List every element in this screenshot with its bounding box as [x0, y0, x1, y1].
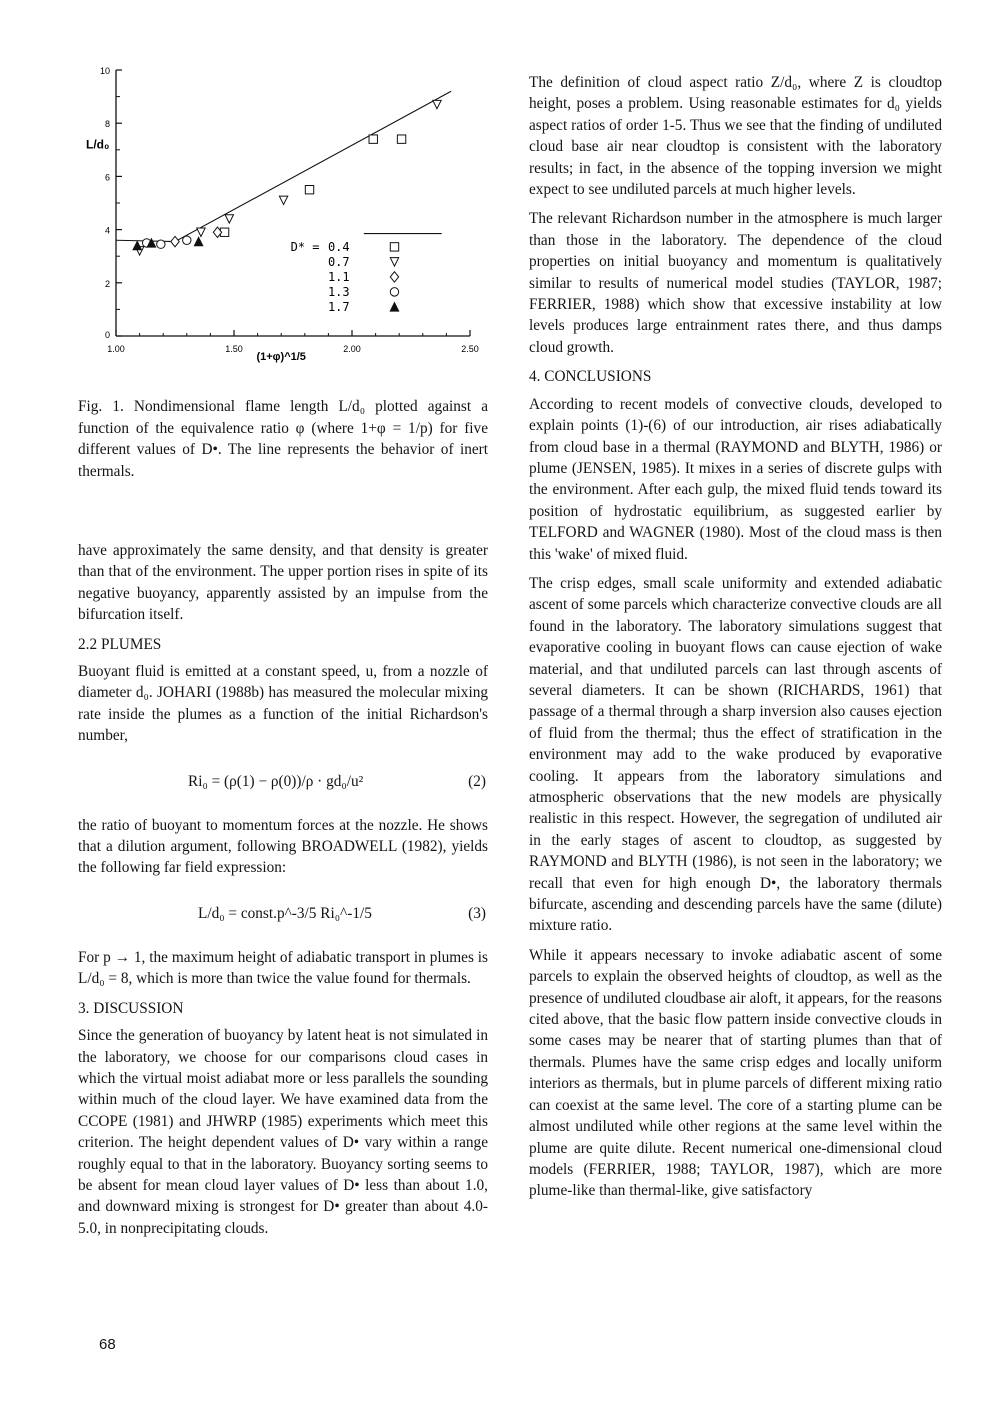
page-number: 68 — [99, 1336, 116, 1353]
flame-length-chart — [78, 62, 498, 382]
legend-marker — [390, 258, 398, 266]
data-point — [157, 240, 165, 248]
left-paragraph-3: the ratio of buoyant to momentum forces at the nozzle. He shows that a dilution argument, following BROADWELL (1982), yields the following far field expression: — [78, 816, 488, 877]
y-axis-label: L/d₀ — [86, 137, 110, 152]
data-point — [194, 237, 202, 245]
left-column — [78, 540, 488, 1247]
equation-2 — [78, 757, 488, 809]
x-tick-label: 2.50 — [461, 344, 479, 354]
data-point — [433, 100, 441, 108]
data-point — [197, 228, 205, 236]
equation-2-text: Ri₀ = (ρ(1) − ρ(0))/ρ · gd₀/u² — [188, 772, 364, 790]
data-point — [183, 236, 191, 244]
data-point — [279, 196, 287, 204]
legend-marker — [390, 243, 398, 251]
heading-discussion: 3. DISCUSSION — [78, 999, 184, 1017]
figure-caption: Fig. 1. Nondimensional flame length L/d₀ plotted against a function of the equivalence ratio φ (where 1+φ = 1/p) for five different values of D•. The line represents the behavior of inert thermals. — [78, 398, 488, 480]
legend-value: 1.7 — [327, 299, 350, 314]
data-point — [133, 241, 141, 249]
data-point — [369, 135, 377, 143]
y-tick-label: 0 — [104, 330, 110, 340]
equation-3-number: (3) — [468, 904, 486, 922]
legend-value: 0.4 — [327, 239, 350, 254]
x-axis-label: (1+φ)^1/5 — [256, 351, 306, 363]
right-paragraph-3: According to recent models of convective clouds, developed to explain points (1)-(6) of our introduction, air rises adiabatically from cloud base in a thermal (RAYMOND and BLYTH, 1986) or plume (JENSEN, 1985). It mixes in a series of discrete gulps with the environment. After each gulp, the mixed fluid tends toward its position of hydrostatic equilibrium, as suggested earlier by TELFORD and WAGNER (1980). Most of the cloud mass is then this 'wake' of mixed fluid. — [529, 395, 942, 563]
heading-conclusions: 4. CONCLUSIONS — [529, 368, 652, 386]
figure-1 — [78, 62, 498, 382]
right-paragraph-4: The crisp edges, small scale uniformity and extended adiabatic ascent of some parcels which characterize convective clouds are all found in the laboratory. The laboratory simulations suggest that evaporative cooling in buoyant flows can cause ejection of wake material, and that undiluted parcels can last through ascents of several diameters. It can be shown (RICHARDS, 1961) that passage of a thermal through a sharp inversion also causes ejection of fluid from the thermal; thus the effect of stratification in the environment may add to the wake produced by evaporative cooling. It appears from the laboratory simulations and atmospheric observations that the new models are physically realistic in this respect. However, the segregation of undiluted air in the early stages of ascent to cloudtop, as suggested by RAYMOND and BLYTH (1986), is not seen in the laboratory; we recall that even for high enough D•, the laboratory thermals bifurcate, ascending and descending parcels have the same (dilute) mixture ratio. — [529, 574, 942, 935]
x-tick-label: 1.00 — [107, 344, 125, 354]
legend-value: 1.1 — [327, 269, 350, 284]
data-point — [225, 215, 233, 223]
y-tick-label: 6 — [104, 172, 110, 183]
y-tick-label: 10 — [99, 66, 110, 76]
equation-3 — [78, 889, 488, 941]
legend-marker — [390, 303, 398, 311]
legend-value: 0.7 — [327, 254, 350, 269]
equation-3-text: L/d₀ = const.p^-3/5 Ri₀^-1/5 — [198, 904, 372, 922]
data-point — [171, 236, 179, 246]
equation-2-number: (2) — [468, 772, 486, 790]
left-paragraph-5: Since the generation of buoyancy by latent heat is not simulated in the laboratory, we choose for our comparisons cloud cases in which the virtual moist adiabat more or less parallels the sounding within much of the cloud layer. We have examined data from the CCOPE (1981) and JHWRP (1985) experiments which meet this criterion. The height dependent values of D• vary within a range roughly equal to that in the laboratory. Buoyancy sorting seems to be absent for mean cloud layer values of D• less than about 1.0, and downward mixing is strongest for D• greater than about 4.0-5.0, in nonprecipitating clouds. — [78, 1027, 488, 1237]
inert-thermal-line — [116, 91, 451, 241]
right-column — [529, 72, 942, 1210]
legend-marker — [390, 272, 398, 282]
y-tick-label: 2 — [104, 278, 110, 289]
right-paragraph-1: The definition of cloud aspect ratio Z/d₀, where Z is cloudtop height, poses a problem. Using reasonable estimates for d₀ yields aspect ratios of order 1-5. Thus we see that the finding of undiluted cloud base air near cloudtop is consistent with the laboratory results; in fact, in the absence of the topping inversion we might expect to see undiluted parcels at much higher levels. — [529, 74, 942, 199]
y-tick-label: 4 — [104, 225, 110, 236]
data-point — [305, 186, 313, 194]
left-paragraph-4: For p → 1, the maximum height of adiabatic transport in plumes is L/d₀ = 8, which is more than twice the value found for thermals. — [78, 948, 488, 988]
x-tick-label: 1.50 — [225, 344, 243, 354]
heading-plumes: 2.2 PLUMES — [78, 635, 162, 653]
right-paragraph-5: While it appears necessary to invoke adiabatic ascent of some parcels to explain the observed heights of cloudtop, as well as the presence of undiluted cloudbase air aloft, it appears, for the reasons cited above, that the basic flow pattern inside convective clouds in some cases may be nearer that of starting plumes than that of thermals. Plumes have the same crisp edges and locally uniform interiors as thermals, but in plume parcels of different mixing ratio can coexist at the same level. The core of a starting plume can be almost undiluted while other regions at the same level within the plume are quite dilute. Recent numerical one-dimensional cloud models (FERRIER, 1988; TAYLOR, 1987), which are more plume-like than thermal-like, give satisfactory — [529, 946, 942, 1200]
y-tick-label: 8 — [104, 119, 110, 130]
legend-marker — [390, 288, 398, 296]
x-tick-label: 2.00 — [343, 344, 361, 354]
left-paragraph-2: Buoyant fluid is emitted at a constant speed, u, from a nozzle of diameter d₀. JOHARI (1988b) has measured the molecular mixing rate inside the plumes as a function of the initial Richardson's number, — [78, 663, 488, 745]
legend-value: 1.3 — [327, 284, 350, 299]
data-point — [397, 135, 405, 143]
right-paragraph-2: The relevant Richardson number in the atmosphere is much larger than those in the laboratory. The dependence of the cloud properties on initial buoyancy and momentum is qualitatively similar to results of numerical model studies (TAYLOR, 1987; FERRIER, 1988) which show that excessive instability at low levels produces large entrainment rates there, and thus damps cloud growth. — [529, 210, 942, 356]
left-paragraph-1: have approximately the same density, and that density is greater than that of the environment. The upper portion rises in spite of its negative buoyancy, apparently assisted by an impulse from the bifurcation itself. — [78, 542, 488, 624]
legend-title: D* = — [290, 239, 320, 254]
